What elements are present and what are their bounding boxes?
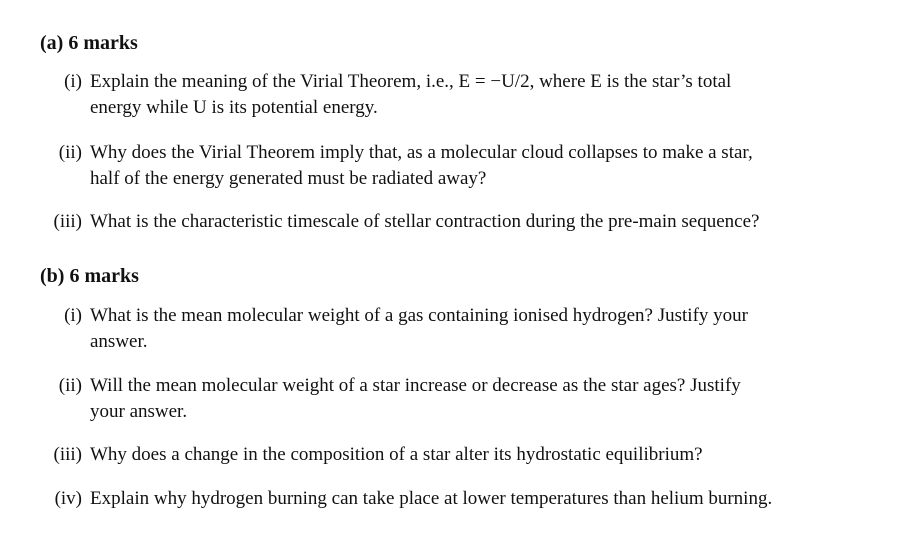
question-line: Explain why hydrogen burning can take place at lower temperatures than helium burning.	[90, 488, 773, 509]
question-line: Why does the Virial Theorem imply that, as a molecular cloud collapses to make a star,	[90, 142, 753, 163]
question-line: answer.	[90, 331, 148, 352]
question-line: What is the mean molecular weight of a gas containing ionised hydrogen? Justify your	[90, 305, 748, 326]
question-text	[90, 303, 860, 355]
question-text	[90, 69, 860, 121]
question-text	[90, 442, 860, 468]
question-text	[90, 373, 860, 425]
question-line: Why does a change in the composition of a star alter its hydrostatic equilibrium?	[90, 444, 703, 465]
part-b-heading: (b) 6 marks	[40, 265, 139, 287]
question-line: energy while U is its potential energy.	[90, 97, 378, 118]
question-line: half of the energy generated must be radiated away?	[90, 168, 487, 189]
question-b-i	[0, 303, 912, 355]
question-b-iii	[0, 442, 912, 468]
question-number: (iii)	[53, 211, 82, 232]
question-number: (iv)	[54, 488, 82, 509]
question-number: (ii)	[58, 375, 82, 396]
question-line: Explain the meaning of the Virial Theorem, i.e., E = −U/2, where E is the star’s total	[90, 71, 732, 92]
question-number: (i)	[64, 71, 82, 92]
question-line: What is the characteristic timescale of stellar contraction during the pre-main sequence?	[90, 211, 760, 232]
question-a-ii	[0, 140, 912, 192]
question-b-iv	[0, 486, 912, 512]
question-line: Will the mean molecular weight of a star increase or decrease as the star ages? Justify	[90, 375, 741, 396]
question-b-ii	[0, 373, 912, 425]
question-text	[90, 140, 860, 192]
question-text	[90, 209, 860, 235]
part-a-heading: (a) 6 marks	[40, 32, 138, 54]
question-number: (iii)	[53, 444, 82, 465]
question-line: your answer.	[90, 401, 188, 422]
question-number: (ii)	[58, 142, 82, 163]
question-a-i	[0, 69, 912, 121]
question-text	[90, 486, 860, 512]
question-number: (i)	[64, 305, 82, 326]
question-a-iii	[0, 209, 912, 235]
